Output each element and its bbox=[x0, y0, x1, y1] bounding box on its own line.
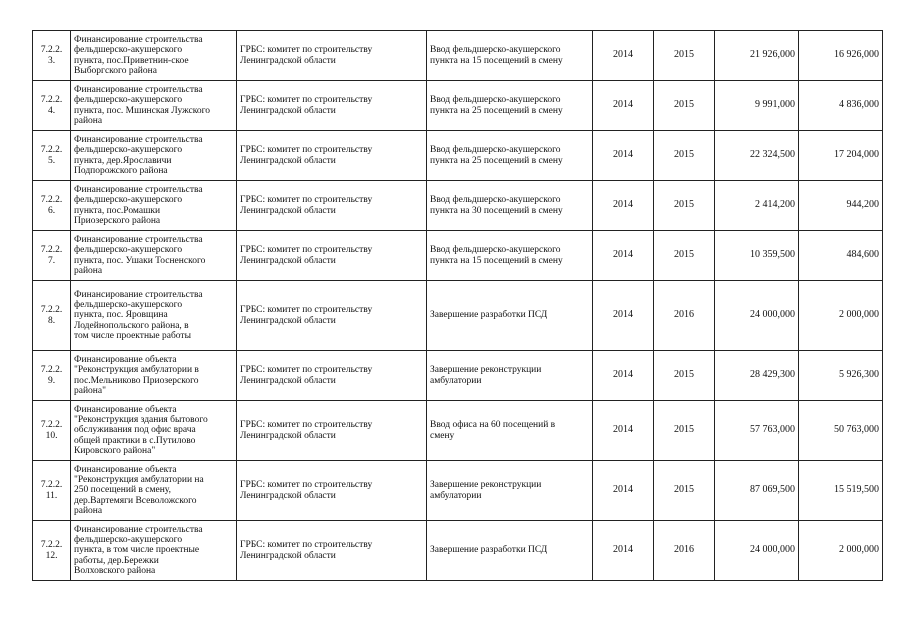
cell-line: обслуживания под офис врача bbox=[74, 425, 196, 436]
cell-line: Завершение разработки ПСД bbox=[430, 545, 548, 556]
row-number-cell bbox=[33, 31, 71, 81]
year-amount-cell: 2 000,000 bbox=[799, 281, 883, 351]
cell-line: Ленинградской области bbox=[240, 105, 336, 116]
grbs-cell bbox=[237, 231, 427, 281]
cell-line: фельдшерско-акушерского bbox=[74, 245, 183, 256]
total-amount-cell: 24 000,000 bbox=[715, 521, 799, 581]
table-row bbox=[33, 401, 883, 461]
item-name-cell bbox=[71, 231, 237, 281]
table-row bbox=[33, 461, 883, 521]
cell-line: 5. bbox=[47, 155, 56, 166]
result-cell bbox=[427, 181, 593, 231]
item-name-cell bbox=[71, 461, 237, 521]
cell-line: пункта на 25 посещений в смену bbox=[430, 155, 563, 166]
cell-line: фельдшерско-акушерского bbox=[74, 535, 183, 546]
row-number-cell bbox=[33, 231, 71, 281]
grbs-cell bbox=[237, 401, 427, 461]
row-number-cell bbox=[33, 131, 71, 181]
cell-line: 12. bbox=[45, 550, 58, 561]
cell-line: 7.2.2. bbox=[40, 145, 63, 156]
table-row bbox=[33, 231, 883, 281]
cell-line: Ввод фельдшерско-акушерского bbox=[430, 195, 561, 206]
cell-line: района bbox=[74, 115, 103, 126]
cell-line: пункта на 25 посещений в смену bbox=[430, 105, 563, 116]
table-body bbox=[33, 31, 883, 581]
total-amount-cell: 57 763,000 bbox=[715, 401, 799, 461]
cell-line: Выборгского района bbox=[74, 65, 157, 76]
result-cell bbox=[427, 401, 593, 461]
cell-line: Кировского района" bbox=[74, 445, 156, 456]
row-number-cell bbox=[33, 461, 71, 521]
cell-line: ГРБС: комитет по строительству bbox=[240, 365, 373, 376]
cell-line: фельдшерско-акушерского bbox=[74, 95, 183, 106]
cell-line: Лодейнопольского района, в bbox=[74, 320, 189, 331]
grbs-cell bbox=[237, 31, 427, 81]
cell-line: Ленинградской области bbox=[240, 205, 336, 216]
cell-line: Финансирование строительства bbox=[74, 134, 203, 145]
end-year-cell: 2015 bbox=[654, 131, 715, 181]
start-year-cell: 2014 bbox=[593, 181, 654, 231]
cell-line: амбулатории bbox=[430, 375, 482, 386]
end-year-cell: 2016 bbox=[654, 281, 715, 351]
year-amount-cell: 484,600 bbox=[799, 231, 883, 281]
total-amount-cell: 21 926,000 bbox=[715, 31, 799, 81]
table-row bbox=[33, 131, 883, 181]
cell-line: работы, дер.Бережки bbox=[74, 555, 159, 566]
cell-line: пос.Мельниково Приозерского bbox=[74, 375, 199, 386]
row-number-cell bbox=[33, 401, 71, 461]
cell-line: Ввод фельдшерско-акушерского bbox=[430, 45, 561, 56]
row-number-cell bbox=[33, 351, 71, 401]
item-name-cell bbox=[71, 351, 237, 401]
end-year-cell: 2016 bbox=[654, 521, 715, 581]
cell-line: общей практики в с.Путилово bbox=[74, 435, 196, 446]
cell-line: Ленинградской области bbox=[240, 375, 336, 386]
grbs-cell bbox=[237, 521, 427, 581]
cell-line: 7.2.2. bbox=[40, 305, 63, 316]
grbs-cell bbox=[237, 461, 427, 521]
cell-line: Подпорожского района bbox=[74, 165, 168, 176]
cell-line: 6. bbox=[47, 205, 56, 216]
total-amount-cell: 2 414,200 bbox=[715, 181, 799, 231]
cell-line: Ленинградской области bbox=[240, 55, 336, 66]
item-name-cell bbox=[71, 281, 237, 351]
cell-line: "Реконструкция амбулатории в bbox=[74, 365, 199, 376]
cell-line: пункта на 15 посещений в смену bbox=[430, 255, 563, 266]
result-cell bbox=[427, 31, 593, 81]
cell-line: Финансирование объекта bbox=[74, 354, 177, 365]
cell-line: Ввод офиса на 60 посещений в bbox=[430, 420, 556, 431]
end-year-cell: 2015 bbox=[654, 461, 715, 521]
start-year-cell: 2014 bbox=[593, 521, 654, 581]
cell-line: Ленинградской области bbox=[240, 315, 336, 326]
cell-line: Финансирование строительства bbox=[74, 524, 203, 535]
grbs-cell bbox=[237, 281, 427, 351]
end-year-cell: 2015 bbox=[654, 401, 715, 461]
row-number-cell bbox=[33, 281, 71, 351]
cell-line: 10. bbox=[45, 430, 58, 441]
grbs-cell bbox=[237, 351, 427, 401]
start-year-cell: 2014 bbox=[593, 401, 654, 461]
cell-line: 7.2.2. bbox=[40, 195, 63, 206]
cell-line: района bbox=[74, 505, 103, 516]
table-row bbox=[33, 521, 883, 581]
item-name-cell bbox=[71, 401, 237, 461]
end-year-cell: 2015 bbox=[654, 31, 715, 81]
cell-line: ГРБС: комитет по строительству bbox=[240, 195, 373, 206]
start-year-cell: 2014 bbox=[593, 81, 654, 131]
result-cell bbox=[427, 131, 593, 181]
year-amount-cell: 50 763,000 bbox=[799, 401, 883, 461]
cell-line: 7.2.2. bbox=[40, 95, 63, 106]
year-amount-cell: 16 926,000 bbox=[799, 31, 883, 81]
cell-line: пункта, пос. Ушаки Тосненского bbox=[74, 255, 206, 266]
cell-line: ГРБС: комитет по строительству bbox=[240, 245, 373, 256]
result-cell bbox=[427, 81, 593, 131]
cell-line: Завершение реконструкции bbox=[430, 480, 542, 491]
result-cell bbox=[427, 461, 593, 521]
cell-line: 7.2.2. bbox=[40, 365, 63, 376]
cell-line: 4. bbox=[47, 105, 56, 116]
cell-line: Финансирование строительства bbox=[74, 34, 203, 45]
cell-line: Ленинградской области bbox=[240, 550, 336, 561]
result-cell bbox=[427, 231, 593, 281]
cell-line: пункта, пос. Яровщина bbox=[74, 310, 168, 321]
total-amount-cell: 87 069,500 bbox=[715, 461, 799, 521]
cell-line: Ленинградской области bbox=[240, 430, 336, 441]
cell-line: 7.2.2. bbox=[40, 45, 63, 56]
cell-line: Финансирование строительства bbox=[74, 289, 203, 300]
cell-line: 8. bbox=[47, 315, 56, 326]
cell-line: ГРБС: комитет по строительству bbox=[240, 45, 373, 56]
cell-line: ГРБС: комитет по строительству bbox=[240, 305, 373, 316]
grbs-cell bbox=[237, 131, 427, 181]
cell-line: пункта, дер.Ярославичи bbox=[74, 155, 172, 166]
start-year-cell: 2014 bbox=[593, 281, 654, 351]
start-year-cell: 2014 bbox=[593, 461, 654, 521]
cell-line: Завершение разработки ПСД bbox=[430, 310, 548, 321]
cell-line: ГРБС: комитет по строительству bbox=[240, 420, 373, 431]
row-number-cell bbox=[33, 521, 71, 581]
year-amount-cell: 2 000,000 bbox=[799, 521, 883, 581]
year-amount-cell: 17 204,000 bbox=[799, 131, 883, 181]
cell-line: Завершение реконструкции bbox=[430, 365, 542, 376]
end-year-cell: 2015 bbox=[654, 81, 715, 131]
year-amount-cell: 5 926,300 bbox=[799, 351, 883, 401]
cell-line: "Реконструкция здания бытового bbox=[74, 415, 208, 426]
result-cell bbox=[427, 281, 593, 351]
total-amount-cell: 22 324,500 bbox=[715, 131, 799, 181]
total-amount-cell: 28 429,300 bbox=[715, 351, 799, 401]
cell-line: пункта, пос.Приветнин-ское bbox=[74, 55, 189, 66]
item-name-cell bbox=[71, 131, 237, 181]
table-row bbox=[33, 81, 883, 131]
cell-line: дер.Вартемяги Всеволожского bbox=[74, 495, 197, 506]
row-number-cell bbox=[33, 181, 71, 231]
cell-line: смену bbox=[430, 430, 455, 441]
total-amount-cell: 10 359,500 bbox=[715, 231, 799, 281]
cell-line: Приозерского района bbox=[74, 215, 161, 226]
cell-line: пункта, в том числе проектные bbox=[74, 545, 200, 556]
item-name-cell bbox=[71, 81, 237, 131]
cell-line: Финансирование строительства bbox=[74, 184, 203, 195]
table-row bbox=[33, 181, 883, 231]
cell-line: 3. bbox=[47, 55, 56, 66]
row-number-cell bbox=[33, 81, 71, 131]
cell-line: Волховского района bbox=[74, 565, 156, 576]
start-year-cell: 2014 bbox=[593, 231, 654, 281]
budget-table bbox=[32, 30, 883, 581]
cell-line: Финансирование строительства bbox=[74, 84, 203, 95]
cell-line: пункта, пос. Мшинская Лужского bbox=[74, 105, 210, 116]
year-amount-cell: 15 519,500 bbox=[799, 461, 883, 521]
cell-line: Ввод фельдшерско-акушерского bbox=[430, 95, 561, 106]
cell-line: Ленинградской области bbox=[240, 155, 336, 166]
cell-line: том числе проектные работы bbox=[74, 330, 191, 341]
cell-line: ГРБС: комитет по строительству bbox=[240, 145, 373, 156]
table-row bbox=[33, 351, 883, 401]
cell-line: ГРБС: комитет по строительству bbox=[240, 480, 373, 491]
cell-line: амбулатории bbox=[430, 490, 482, 501]
grbs-cell bbox=[237, 181, 427, 231]
year-amount-cell: 4 836,000 bbox=[799, 81, 883, 131]
cell-line: Финансирование строительства bbox=[74, 234, 203, 245]
cell-line: 7.2.2. bbox=[40, 540, 63, 551]
cell-line: Ленинградской области bbox=[240, 255, 336, 266]
start-year-cell: 2014 bbox=[593, 131, 654, 181]
total-amount-cell: 9 991,000 bbox=[715, 81, 799, 131]
cell-line: 7.2.2. bbox=[40, 245, 63, 256]
cell-line: 250 посещений в смену, bbox=[74, 485, 171, 496]
cell-line: пункта на 15 посещений в смену bbox=[430, 55, 563, 66]
result-cell bbox=[427, 351, 593, 401]
cell-line: Ввод фельдшерско-акушерского bbox=[430, 145, 561, 156]
grbs-cell bbox=[237, 81, 427, 131]
cell-line: 9. bbox=[47, 375, 56, 386]
cell-line: пункта, пос.Ромашки bbox=[74, 205, 161, 216]
item-name-cell bbox=[71, 31, 237, 81]
cell-line: района bbox=[74, 265, 103, 276]
cell-line: фельдшерско-акушерского bbox=[74, 145, 183, 156]
result-cell bbox=[427, 521, 593, 581]
cell-line: 11. bbox=[45, 490, 58, 501]
total-amount-cell: 24 000,000 bbox=[715, 281, 799, 351]
cell-line: фельдшерско-акушерского bbox=[74, 300, 183, 311]
cell-line: фельдшерско-акушерского bbox=[74, 195, 183, 206]
end-year-cell: 2015 bbox=[654, 181, 715, 231]
cell-line: Финансирование объекта bbox=[74, 464, 177, 475]
item-name-cell bbox=[71, 521, 237, 581]
end-year-cell: 2015 bbox=[654, 231, 715, 281]
table-row bbox=[33, 281, 883, 351]
end-year-cell: 2015 bbox=[654, 351, 715, 401]
start-year-cell: 2014 bbox=[593, 31, 654, 81]
start-year-cell: 2014 bbox=[593, 351, 654, 401]
cell-line: фельдшерско-акушерского bbox=[74, 45, 183, 56]
year-amount-cell: 944,200 bbox=[799, 181, 883, 231]
cell-line: Ввод фельдшерско-акушерского bbox=[430, 245, 561, 256]
cell-line: 7.2.2. bbox=[40, 480, 63, 491]
item-name-cell bbox=[71, 181, 237, 231]
cell-line: ГРБС: комитет по строительству bbox=[240, 540, 373, 551]
cell-line: "Реконструкция амбулатории на bbox=[74, 475, 204, 486]
cell-line: 7.2.2. bbox=[40, 420, 63, 431]
cell-line: пункта на 30 посещений в смену bbox=[430, 205, 563, 216]
cell-line: Финансирование объекта bbox=[74, 404, 177, 415]
cell-line: ГРБС: комитет по строительству bbox=[240, 95, 373, 106]
cell-line: района" bbox=[74, 385, 106, 396]
cell-line: 7. bbox=[47, 255, 56, 266]
cell-line: Ленинградской области bbox=[240, 490, 336, 501]
table-row bbox=[33, 31, 883, 81]
